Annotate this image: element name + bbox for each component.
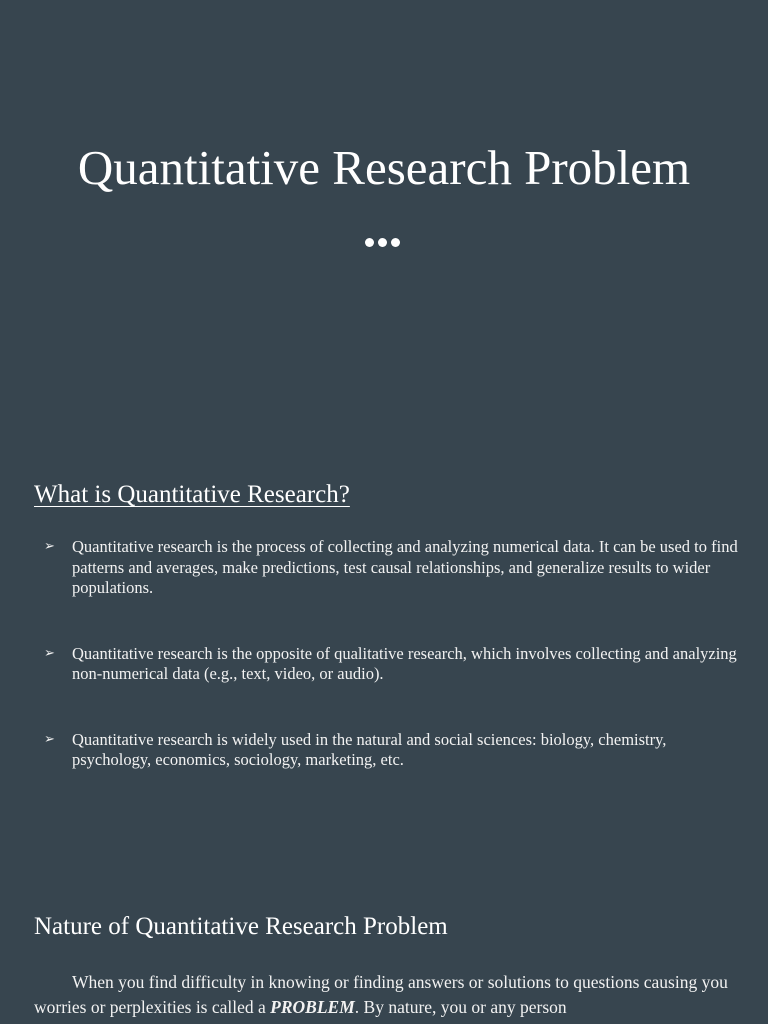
- bullet-text: Quantitative research is the process of collecting and analyzing numerical data. It can be used to find patterns and averages, make predictions, test causal relationships, and generalize results to wider populations.: [72, 537, 738, 597]
- title-slide: [0, 0, 768, 430]
- slide-title: Quantitative Research Problem: [77, 140, 691, 195]
- dot-shape: [378, 238, 387, 247]
- what-is-heading: What is Quantitative Research?: [34, 481, 350, 508]
- dot-shape: [365, 238, 374, 247]
- nature-heading: Nature of Quantitative Research Problem: [34, 913, 448, 940]
- arrow-bullet-icon: ➢: [44, 539, 55, 554]
- bullet-text: Quantitative research is the opposite of qualitative research, which involves collecting and analyzing non-numerical data (e.g., text, video, or audio).: [72, 643, 737, 683]
- list-item: [44, 730, 744, 771]
- bullet-text: Quantitative research is widely used in the natural and social sciences: biology, chemistry, psychology, economics, sociology, marketing, etc.: [72, 729, 667, 769]
- dot-shape: [391, 238, 400, 247]
- paragraph-text-cont: . By nature, you or any person: [354, 997, 567, 1017]
- problem-emphasis: PROBLEM: [270, 997, 355, 1017]
- nature-paragraph: [34, 970, 734, 1020]
- arrow-bullet-icon: ➢: [44, 731, 55, 747]
- list-item: [44, 537, 744, 599]
- arrow-bullet-icon: ➢: [44, 645, 55, 661]
- list-item: [44, 644, 744, 685]
- definition-bullet-list: [44, 537, 744, 771]
- ellipsis-dots-icon: [365, 238, 400, 247]
- paragraph-text: When you find difficulty in knowing or finding answers or solutions to questions causing you worries or perplexities is called a: [34, 972, 728, 1017]
